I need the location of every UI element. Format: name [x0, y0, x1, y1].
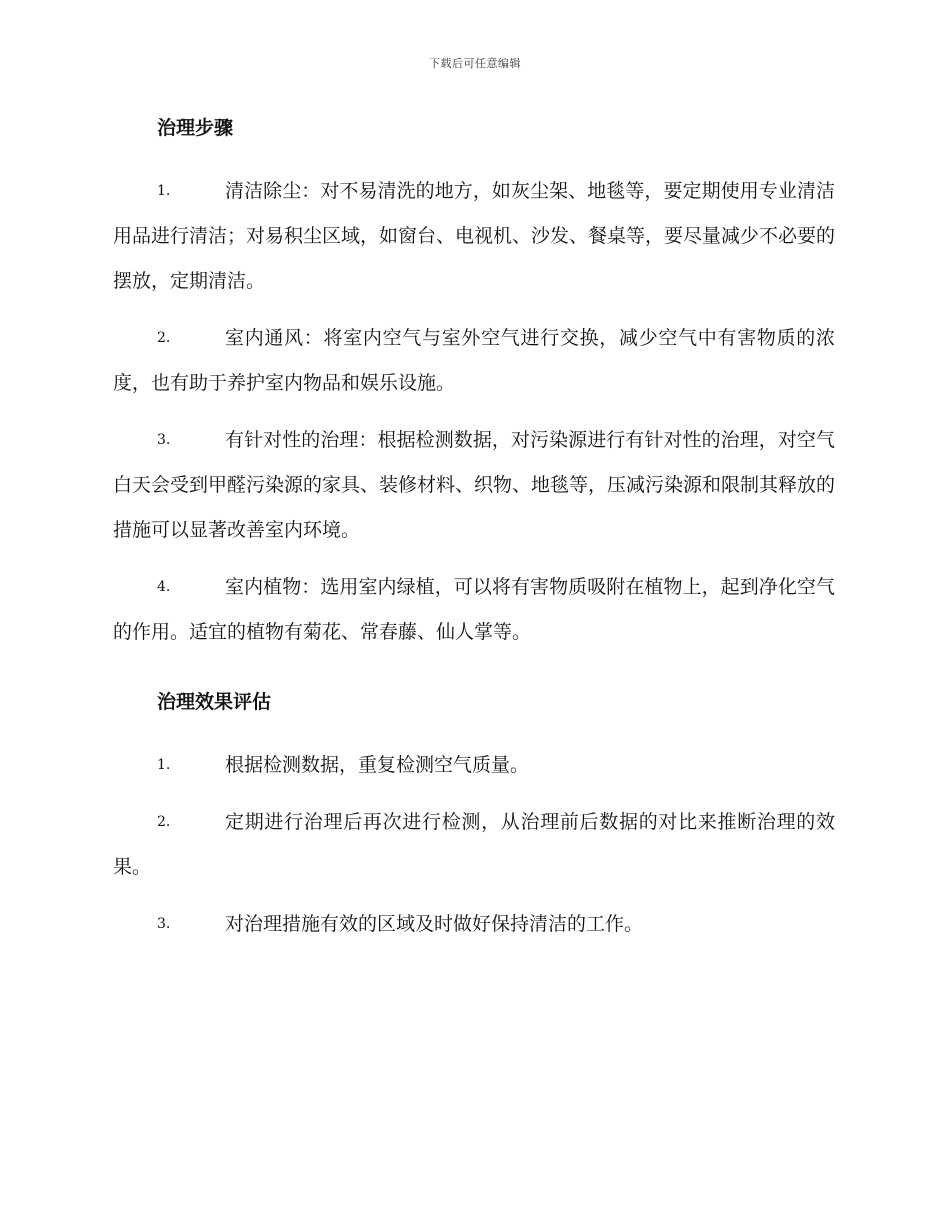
list-item: [113, 565, 835, 655]
document-body: [113, 113, 835, 959]
list-item: [113, 902, 835, 947]
item-number: 4.: [157, 579, 171, 595]
evaluation-list: [113, 743, 835, 947]
item-text: 有针对性的治理：根据检测数据，对污染源进行有针对性的治理，对空气白天会受到甲醛污染源的家具、装修材料、织物、地毯等，压减污染源和限制其释放的措施可以显著改善室内环境。: [113, 429, 836, 541]
item-number: 3.: [157, 916, 171, 932]
item-text: 室内通风：将室内空气与室外空气进行交换，减少空气中有害物质的浓度，也有助于养护室内物品和娱乐设施。: [113, 327, 835, 394]
list-item: [113, 800, 835, 890]
steps-list: [113, 169, 835, 655]
item-number: 2.: [157, 814, 171, 830]
list-item: [113, 418, 835, 553]
item-text: 对治理措施有效的区域及时做好保持清洁的工作。: [225, 913, 644, 935]
item-text: 室内植物：选用室内绿植，可以将有害物质吸附在植物上，起到净化空气的作用。适宜的植物有菊花、常春藤、仙人掌等。: [113, 576, 835, 643]
section-heading: 治理效果评估: [157, 691, 272, 713]
section-heading: 治理步骤: [157, 117, 234, 139]
section-governance-steps: [113, 113, 835, 655]
item-text: 根据检测数据，重复检测空气质量。: [225, 754, 530, 776]
list-item: [113, 169, 835, 304]
item-number: 1.: [157, 183, 171, 199]
section-effect-evaluation: [113, 687, 835, 947]
item-number: 2.: [157, 330, 171, 346]
item-text: 清洁除尘：对不易清洗的地方，如灰尘架、地毯等，要定期使用专业清洁用品进行清洁；对易积尘区域，如窗台、电视机、沙发、餐桌等，要尽量减少不必要的摆放，定期清洁。: [113, 180, 836, 292]
page-header-note: 下载后可任意编辑: [429, 57, 521, 70]
list-item: [113, 743, 835, 788]
item-text: 定期进行治理后再次进行检测，从治理前后数据的对比来推断治理的效果。: [113, 811, 835, 878]
list-item: [113, 316, 835, 406]
item-number: 1.: [157, 757, 171, 773]
item-number: 3.: [157, 432, 171, 448]
